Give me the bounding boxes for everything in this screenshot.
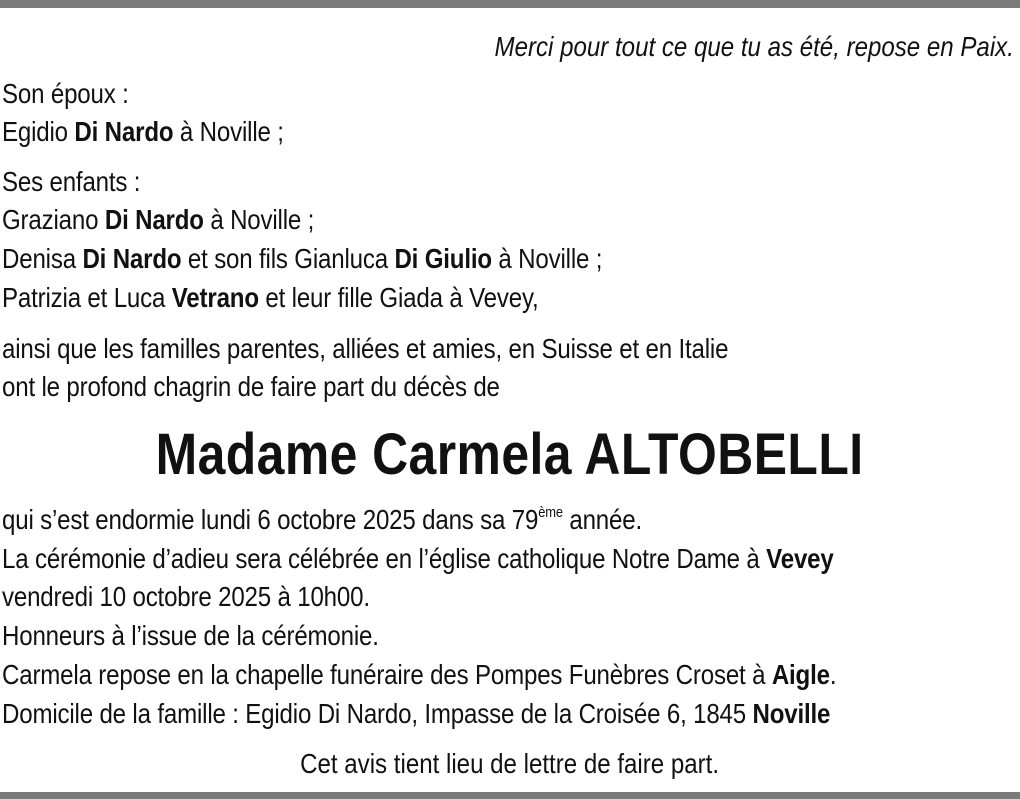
- details-line-5: [2, 656, 836, 694]
- spouse-rest: à Noville ;: [173, 116, 284, 147]
- child2-mid: et son fils Gianluca: [181, 243, 395, 274]
- details-line1-a: qui s’est endormie lundi 6 octobre 2025 dans sa 79: [2, 504, 539, 535]
- child1-first: Graziano: [2, 204, 105, 235]
- child2-last2: Di Giulio: [394, 243, 492, 274]
- rest-place: Aigle: [771, 659, 830, 690]
- details-line5-a: Carmela repose en la chapelle funéraire des Pompes Funèbres Croset à: [2, 659, 772, 690]
- families-line-2: ont le profond chagrin de faire part du décès de: [2, 371, 500, 402]
- deceased-name-text: Madame Carmela ALTOBELLI: [156, 422, 864, 487]
- details-line-4: Honneurs à l’issue de la cérémonie.: [2, 620, 379, 651]
- child3-rest: et leur fille Giada à Vevey,: [258, 282, 539, 313]
- ceremony-place: Vevey: [766, 543, 834, 574]
- details-line5-b: .: [829, 659, 837, 690]
- child1-last: Di Nardo: [104, 204, 204, 235]
- ordinal-suffix: ème: [538, 504, 563, 521]
- details-line-1: [2, 501, 642, 539]
- details-line-6: [2, 695, 830, 733]
- spouse-heading: Son époux :: [2, 78, 129, 109]
- child2-last: Di Nardo: [82, 243, 182, 274]
- child2-first: Denisa: [2, 243, 83, 274]
- child1-rest: à Noville ;: [203, 204, 315, 235]
- child3-last: Vetrano: [171, 282, 259, 313]
- spouse-first: Egidio: [2, 116, 75, 147]
- motto: Merci pour tout ce que tu as été, repose en Paix.: [494, 31, 1014, 62]
- spouse-last: Di Nardo: [74, 116, 174, 147]
- details-line2-a: La cérémonie d’adieu sera célébrée en l’église catholique Notre Dame à: [2, 543, 767, 574]
- child3-first: Patrizia et Luca: [2, 282, 172, 313]
- closing-text: Cet avis tient lieu de lettre de faire part.: [300, 748, 720, 779]
- top-rule: [0, 0, 1020, 8]
- details-line-3: vendredi 10 octobre 2025 à 10h00.: [2, 581, 370, 612]
- closing-note: [0, 745, 1020, 783]
- domicile-place: Noville: [752, 698, 831, 729]
- details-line6-a: Domicile de la famille : Egidio Di Nardo, Impasse de la Croisée 6, 1845: [2, 698, 753, 729]
- deceased-name: [0, 420, 1020, 490]
- details-line1-b: année.: [562, 504, 642, 535]
- children-heading: Ses enfants :: [2, 166, 141, 197]
- families-line-1: ainsi que les familles parentes, alliées et amies, en Suisse et en Italie: [2, 333, 729, 364]
- child-line-2: [2, 240, 602, 278]
- child-line-3: [2, 279, 539, 317]
- child2-rest: à Noville ;: [491, 243, 603, 274]
- child-line-1: [2, 201, 314, 239]
- bottom-rule: [0, 792, 1020, 799]
- details-line-2: [2, 540, 834, 578]
- spouse-line: [2, 113, 284, 151]
